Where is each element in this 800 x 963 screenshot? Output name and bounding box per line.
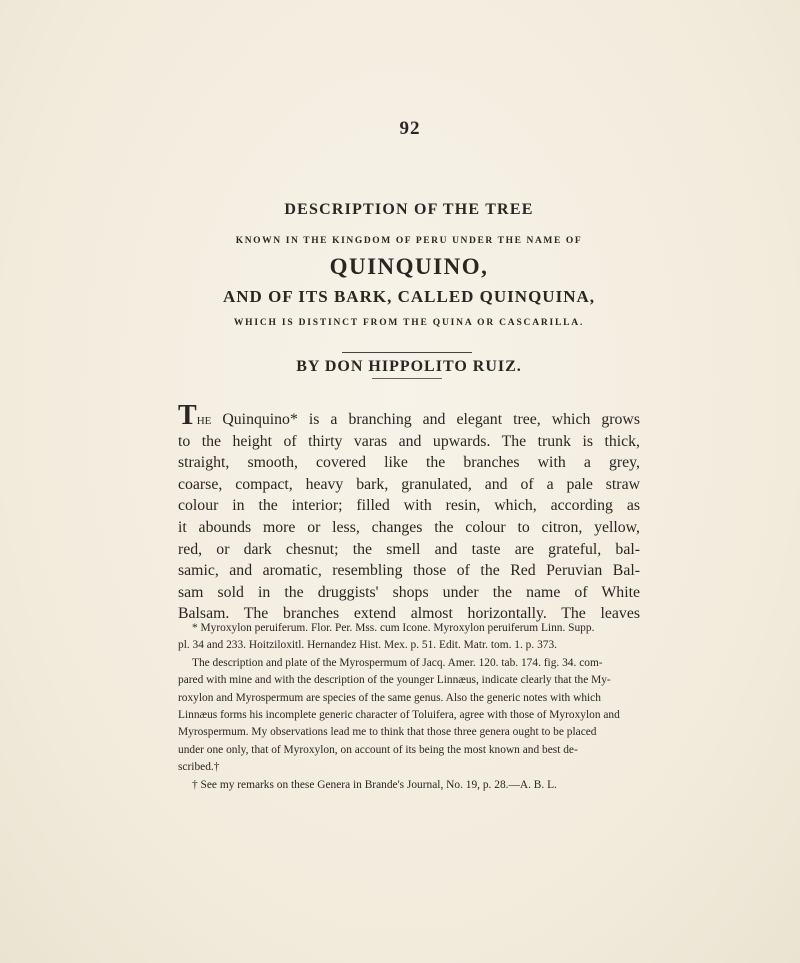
footnote-line: † See my remarks on these Genera in Brande's Journal, No. 19, p. 28.—A. B. L. [192,778,557,791]
footnote-line: under one only, that of Myroxylon, on account of its being the most known and best de- [178,743,578,756]
footnote-line: scribed.† [178,761,220,774]
body-line: straight, smooth, covered like the branches with a grey, [178,454,640,472]
footnote-line: * Myroxylon peruiferum. Flor. Per. Mss. cum Icone. Myroxylon peruiferum Linn. Supp. [192,622,595,634]
title-main: QUINQUINO, [329,254,489,279]
body-line: it abounds more or less, changes the colour to citron, yellow, [178,518,640,536]
title-line-1: DESCRIPTION OF THE TREE [284,201,534,218]
byline-underline [372,378,442,379]
body-line: to the height of thirty varas and upwards. The trunk is thick, [178,432,640,450]
body-line: red, or dark chesnut; the smell and taste are grateful, bal- [178,540,640,558]
body-line: samic, and aromatic, resembling those of the Red Peruvian Bal- [178,562,640,580]
footnote-line: Myrospermum. My observations lead me to think that those three genera ought to be placed [178,726,597,739]
body-line: Balsam. The branches extend almost horizontally. The leaves [178,605,640,623]
footnote-line: pl. 34 and 233. Hoitziloxitl. Hernandez Hist. Mex. p. 51. Edit. Matr. tom. 1. p. 373. [178,639,558,652]
title-line-4: AND OF ITS BARK, CALLED QUINQUINA, [223,287,595,306]
title-line-2: KNOWN IN THE KINGDOM OF PERU UNDER THE NAME OF [235,236,583,246]
footnote-line: Linnæus forms his incomplete generic character of Toluifera, agree with those of Myroxylon and [178,709,620,722]
byline: BY DON HIPPOLITO RUIZ. [296,358,522,375]
title-line-5: WHICH IS DISTINCT FROM THE QUINA OR CASCARILLA. [233,318,585,328]
footnote-line: The description and plate of the Myrospermum of Jacq. Amer. 120. tab. 174. fig. 34. com- [192,656,603,669]
body-line: colour in the interior; filled with resin, which, according as [178,497,640,515]
footnotes [178,620,640,794]
footnote-line: pared with mine and with the description of the younger Linnæus, indicate clearly that the My- [178,674,611,687]
page-number: 92 [399,118,421,139]
title-divider [342,352,472,353]
drop-cap: T [178,400,197,431]
body-text [178,402,640,625]
first-word-rest: he [196,411,212,428]
body-line: sam sold in the druggists' shops under the name of White [178,583,640,601]
footnote-line: roxylon and Myrospermum are species of the same genus. Also the generic notes with which [178,691,601,704]
body-line: The Quinquino* is a branching and elegant tree, which grows [178,400,640,431]
body-line: coarse, compact, heavy bark, granulated, and of a pale straw [178,475,640,493]
